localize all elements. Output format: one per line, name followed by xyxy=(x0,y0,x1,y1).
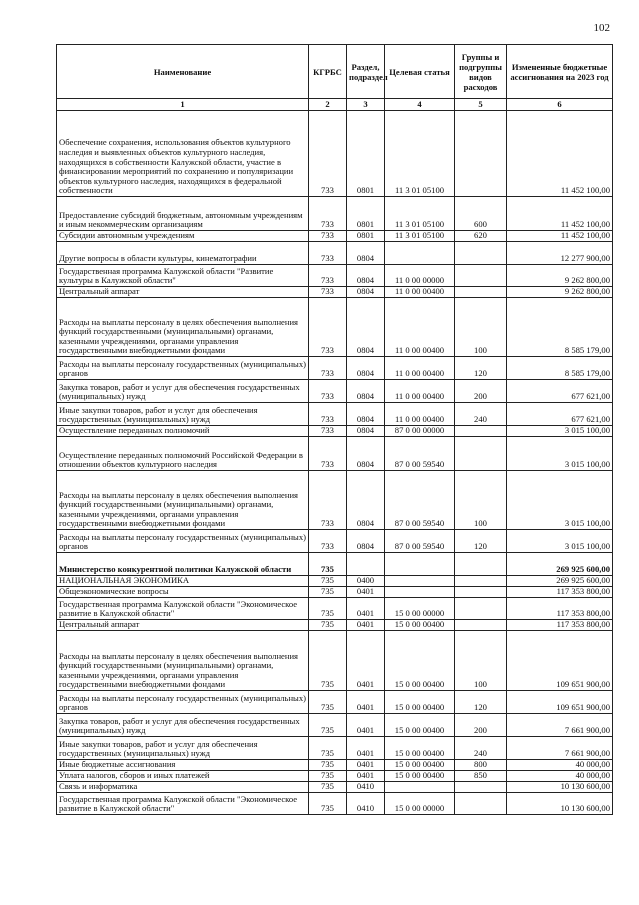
cell-kgrbs: 733 xyxy=(309,471,347,530)
cell-amount: 3 015 100,00 xyxy=(507,437,613,471)
cell-article xyxy=(385,576,455,587)
table-row xyxy=(57,111,613,197)
table-row xyxy=(57,760,613,771)
cell-name: Обеспечение сохранения, использования объектов культурного наследия и выявленных объектов культурного наследия, находящихся в собственности Калужской области, участие в финансировании мероприятий по сохранению и популяризации объектов культурного наследия, находящихся в федеральной собственности xyxy=(57,111,309,197)
cell-group: 600 xyxy=(455,197,507,231)
cell-group: 120 xyxy=(455,357,507,380)
cell-kgrbs: 733 xyxy=(309,265,347,287)
cell-section: 0804 xyxy=(347,265,385,287)
cell-name: Центральный аппарат xyxy=(57,287,309,298)
cell-name: Государственная программа Калужской области "Развитие культуры в Калужской области" xyxy=(57,265,309,287)
cell-article: 11 0 00 00400 xyxy=(385,403,455,426)
cell-amount: 109 651 900,00 xyxy=(507,631,613,691)
cell-article: 87 0 00 59540 xyxy=(385,471,455,530)
cell-kgrbs: 735 xyxy=(309,587,347,598)
cell-group xyxy=(455,111,507,197)
table-header-row xyxy=(57,45,613,99)
table-body xyxy=(57,111,613,815)
cell-amount: 3 015 100,00 xyxy=(507,530,613,553)
column-number-row xyxy=(57,99,613,111)
cell-article: 11 0 00 00400 xyxy=(385,380,455,403)
cell-article: 15 0 00 00400 xyxy=(385,737,455,760)
cell-article xyxy=(385,782,455,793)
cell-article: 11 3 01 05100 xyxy=(385,111,455,197)
cell-section: 0804 xyxy=(347,530,385,553)
cell-kgrbs: 735 xyxy=(309,793,347,815)
cell-kgrbs: 735 xyxy=(309,553,347,576)
cell-group xyxy=(455,793,507,815)
cell-amount: 9 262 800,00 xyxy=(507,287,613,298)
cell-article: 15 0 00 00400 xyxy=(385,760,455,771)
cell-kgrbs: 733 xyxy=(309,426,347,437)
cell-name: Закупка товаров, работ и услуг для обеспечения государственных (муниципальных) нужд xyxy=(57,380,309,403)
cell-group xyxy=(455,426,507,437)
cell-section: 0401 xyxy=(347,714,385,737)
cell-section: 0410 xyxy=(347,782,385,793)
cell-group xyxy=(455,242,507,265)
cell-article: 11 0 00 00000 xyxy=(385,265,455,287)
cell-kgrbs: 733 xyxy=(309,111,347,197)
cell-amount: 40 000,00 xyxy=(507,760,613,771)
col-number: 3 xyxy=(347,99,385,111)
page-number: 102 xyxy=(593,22,610,34)
cell-section: 0804 xyxy=(347,471,385,530)
cell-group xyxy=(455,598,507,620)
cell-kgrbs: 733 xyxy=(309,242,347,265)
table-row xyxy=(57,357,613,380)
table-row xyxy=(57,631,613,691)
cell-article: 11 0 00 00400 xyxy=(385,287,455,298)
cell-group: 850 xyxy=(455,771,507,782)
cell-amount: 11 452 100,00 xyxy=(507,231,613,242)
col-number: 2 xyxy=(309,99,347,111)
cell-name: Государственная программа Калужской области "Экономическое развитие в Калужской области" xyxy=(57,598,309,620)
cell-group: 800 xyxy=(455,760,507,771)
table-row xyxy=(57,471,613,530)
cell-amount: 677 621,00 xyxy=(507,380,613,403)
cell-group: 120 xyxy=(455,530,507,553)
table-row xyxy=(57,197,613,231)
cell-kgrbs: 733 xyxy=(309,231,347,242)
cell-group: 100 xyxy=(455,471,507,530)
cell-kgrbs: 733 xyxy=(309,357,347,380)
cell-amount: 117 353 800,00 xyxy=(507,587,613,598)
cell-section: 0401 xyxy=(347,760,385,771)
cell-article: 15 0 00 00000 xyxy=(385,793,455,815)
cell-amount: 117 353 800,00 xyxy=(507,598,613,620)
cell-article xyxy=(385,587,455,598)
cell-name: Общеэкономические вопросы xyxy=(57,587,309,598)
table-row xyxy=(57,553,613,576)
cell-amount: 11 452 100,00 xyxy=(507,197,613,231)
table-row xyxy=(57,793,613,815)
cell-section: 0410 xyxy=(347,793,385,815)
cell-name: Расходы на выплаты персоналу в целях обеспечения выполнения функций государственными (муниципальными) органами, казенными учреждениями, органами управления государственными внебюджетными фондами xyxy=(57,631,309,691)
cell-group: 120 xyxy=(455,691,507,714)
table-row xyxy=(57,426,613,437)
cell-name: Расходы на выплаты персоналу государственных (муниципальных) органов xyxy=(57,357,309,380)
cell-section: 0401 xyxy=(347,598,385,620)
cell-section: 0401 xyxy=(347,631,385,691)
cell-amount: 3 015 100,00 xyxy=(507,471,613,530)
table-row xyxy=(57,576,613,587)
cell-kgrbs: 733 xyxy=(309,437,347,471)
cell-name: Иные закупки товаров, работ и услуг для обеспечения государственных (муниципальных) нужд xyxy=(57,737,309,760)
table-row xyxy=(57,782,613,793)
cell-section: 0401 xyxy=(347,620,385,631)
table-row xyxy=(57,242,613,265)
cell-name: Министерство конкурентной политики Калужской области xyxy=(57,553,309,576)
col-header-article: Целевая статья xyxy=(385,45,455,99)
cell-name: Закупка товаров, работ и услуг для обеспечения государственных (муниципальных) нужд xyxy=(57,714,309,737)
cell-name: Расходы на выплаты персоналу в целях обеспечения выполнения функций государственными (муниципальными) органами, казенными учреждениями, органами управления государственными внебюджетными фондами xyxy=(57,298,309,357)
cell-group: 100 xyxy=(455,298,507,357)
cell-kgrbs: 735 xyxy=(309,771,347,782)
cell-name: Иные закупки товаров, работ и услуг для обеспечения государственных (муниципальных) нужд xyxy=(57,403,309,426)
cell-section: 0804 xyxy=(347,298,385,357)
cell-article: 15 0 00 00400 xyxy=(385,620,455,631)
cell-name: Осуществление переданных полномочий xyxy=(57,426,309,437)
cell-name: Иные бюджетные ассигнования xyxy=(57,760,309,771)
table-row xyxy=(57,620,613,631)
cell-article xyxy=(385,553,455,576)
cell-amount: 8 585 179,00 xyxy=(507,357,613,380)
cell-section: 0804 xyxy=(347,357,385,380)
table-row xyxy=(57,587,613,598)
cell-group xyxy=(455,437,507,471)
cell-amount: 3 015 100,00 xyxy=(507,426,613,437)
table-row xyxy=(57,598,613,620)
col-number: 4 xyxy=(385,99,455,111)
cell-group xyxy=(455,576,507,587)
cell-group: 240 xyxy=(455,737,507,760)
cell-group: 200 xyxy=(455,714,507,737)
cell-article: 15 0 00 00000 xyxy=(385,598,455,620)
cell-amount: 9 262 800,00 xyxy=(507,265,613,287)
cell-amount: 677 621,00 xyxy=(507,403,613,426)
table-row xyxy=(57,714,613,737)
cell-amount: 12 277 900,00 xyxy=(507,242,613,265)
col-header-kgrbs: КГРБС xyxy=(309,45,347,99)
col-header-amount: Измененные бюджетные ассигнования на 2023 год xyxy=(507,45,613,99)
cell-name: Субсидии автономным учреждениям xyxy=(57,231,309,242)
cell-amount: 269 925 600,00 xyxy=(507,576,613,587)
col-header-name: Наименование xyxy=(57,45,309,99)
cell-article: 11 0 00 00400 xyxy=(385,298,455,357)
cell-section: 0804 xyxy=(347,426,385,437)
cell-section: 0804 xyxy=(347,380,385,403)
cell-kgrbs: 733 xyxy=(309,197,347,231)
cell-article: 15 0 00 00400 xyxy=(385,771,455,782)
cell-kgrbs: 733 xyxy=(309,287,347,298)
cell-kgrbs: 735 xyxy=(309,714,347,737)
cell-kgrbs: 735 xyxy=(309,782,347,793)
cell-section: 0801 xyxy=(347,197,385,231)
cell-name: Расходы на выплаты персоналу в целях обеспечения выполнения функций государственными (муниципальными) органами, казенными учреждениями, органами управления государственными внебюджетными фондами xyxy=(57,471,309,530)
cell-amount: 7 661 900,00 xyxy=(507,737,613,760)
cell-section: 0401 xyxy=(347,737,385,760)
cell-kgrbs: 733 xyxy=(309,380,347,403)
cell-amount: 7 661 900,00 xyxy=(507,714,613,737)
cell-article: 15 0 00 00400 xyxy=(385,691,455,714)
cell-name: Предоставление субсидий бюджетным, автономным учреждениям и иным некоммерческим организациям xyxy=(57,197,309,231)
cell-group xyxy=(455,587,507,598)
cell-section: 0401 xyxy=(347,771,385,782)
cell-section: 0401 xyxy=(347,691,385,714)
cell-group xyxy=(455,553,507,576)
cell-article: 15 0 00 00400 xyxy=(385,714,455,737)
cell-amount: 11 452 100,00 xyxy=(507,111,613,197)
cell-group: 240 xyxy=(455,403,507,426)
cell-name: Центральный аппарат xyxy=(57,620,309,631)
cell-name: Государственная программа Калужской области "Экономическое развитие в Калужской области" xyxy=(57,793,309,815)
table-row xyxy=(57,771,613,782)
table-row xyxy=(57,737,613,760)
cell-kgrbs: 733 xyxy=(309,298,347,357)
col-header-section: Раздел, подраздел xyxy=(347,45,385,99)
table-row xyxy=(57,298,613,357)
cell-section: 0804 xyxy=(347,437,385,471)
table-row xyxy=(57,380,613,403)
cell-section: 0804 xyxy=(347,403,385,426)
col-number: 5 xyxy=(455,99,507,111)
table-row xyxy=(57,231,613,242)
table-row xyxy=(57,403,613,426)
cell-article: 87 0 00 00000 xyxy=(385,426,455,437)
cell-kgrbs: 733 xyxy=(309,530,347,553)
cell-name: Осуществление переданных полномочий Российской Федерации в отношении объектов культурного наследия xyxy=(57,437,309,471)
budget-table xyxy=(56,44,613,815)
cell-amount: 269 925 600,00 xyxy=(507,553,613,576)
cell-amount: 10 130 600,00 xyxy=(507,793,613,815)
table-row xyxy=(57,437,613,471)
cell-group xyxy=(455,265,507,287)
cell-group: 200 xyxy=(455,380,507,403)
table-row xyxy=(57,265,613,287)
cell-article: 87 0 00 59540 xyxy=(385,437,455,471)
cell-section: 0804 xyxy=(347,242,385,265)
cell-name: Другие вопросы в области культуры, кинематографии xyxy=(57,242,309,265)
cell-group xyxy=(455,620,507,631)
cell-section xyxy=(347,553,385,576)
cell-amount: 117 353 800,00 xyxy=(507,620,613,631)
col-header-groups: Группы и подгруппы видов расходов xyxy=(455,45,507,99)
cell-name: Уплата налогов, сборов и иных платежей xyxy=(57,771,309,782)
cell-group xyxy=(455,782,507,793)
cell-kgrbs: 735 xyxy=(309,576,347,587)
cell-group: 100 xyxy=(455,631,507,691)
col-number: 6 xyxy=(507,99,613,111)
table-row xyxy=(57,530,613,553)
cell-kgrbs: 735 xyxy=(309,760,347,771)
cell-article: 15 0 00 00400 xyxy=(385,631,455,691)
cell-article: 11 3 01 05100 xyxy=(385,197,455,231)
table-row xyxy=(57,287,613,298)
cell-article: 87 0 00 59540 xyxy=(385,530,455,553)
cell-section: 0804 xyxy=(347,287,385,298)
cell-kgrbs: 733 xyxy=(309,403,347,426)
cell-name: Расходы на выплаты персоналу государственных (муниципальных) органов xyxy=(57,530,309,553)
cell-kgrbs: 735 xyxy=(309,631,347,691)
cell-amount: 40 000,00 xyxy=(507,771,613,782)
cell-kgrbs: 735 xyxy=(309,620,347,631)
cell-name: НАЦИОНАЛЬНАЯ ЭКОНОМИКА xyxy=(57,576,309,587)
cell-kgrbs: 735 xyxy=(309,691,347,714)
cell-amount: 109 651 900,00 xyxy=(507,691,613,714)
cell-group xyxy=(455,287,507,298)
cell-article: 11 3 01 05100 xyxy=(385,231,455,242)
cell-section: 0801 xyxy=(347,111,385,197)
cell-section: 0401 xyxy=(347,587,385,598)
cell-group: 620 xyxy=(455,231,507,242)
col-number: 1 xyxy=(57,99,309,111)
cell-name: Связь и информатика xyxy=(57,782,309,793)
cell-name: Расходы на выплаты персоналу государственных (муниципальных) органов xyxy=(57,691,309,714)
cell-article xyxy=(385,242,455,265)
table-row xyxy=(57,691,613,714)
cell-section: 0801 xyxy=(347,231,385,242)
cell-amount: 8 585 179,00 xyxy=(507,298,613,357)
cell-article: 11 0 00 00400 xyxy=(385,357,455,380)
cell-section: 0400 xyxy=(347,576,385,587)
cell-amount: 10 130 600,00 xyxy=(507,782,613,793)
cell-kgrbs: 735 xyxy=(309,737,347,760)
cell-kgrbs: 735 xyxy=(309,598,347,620)
